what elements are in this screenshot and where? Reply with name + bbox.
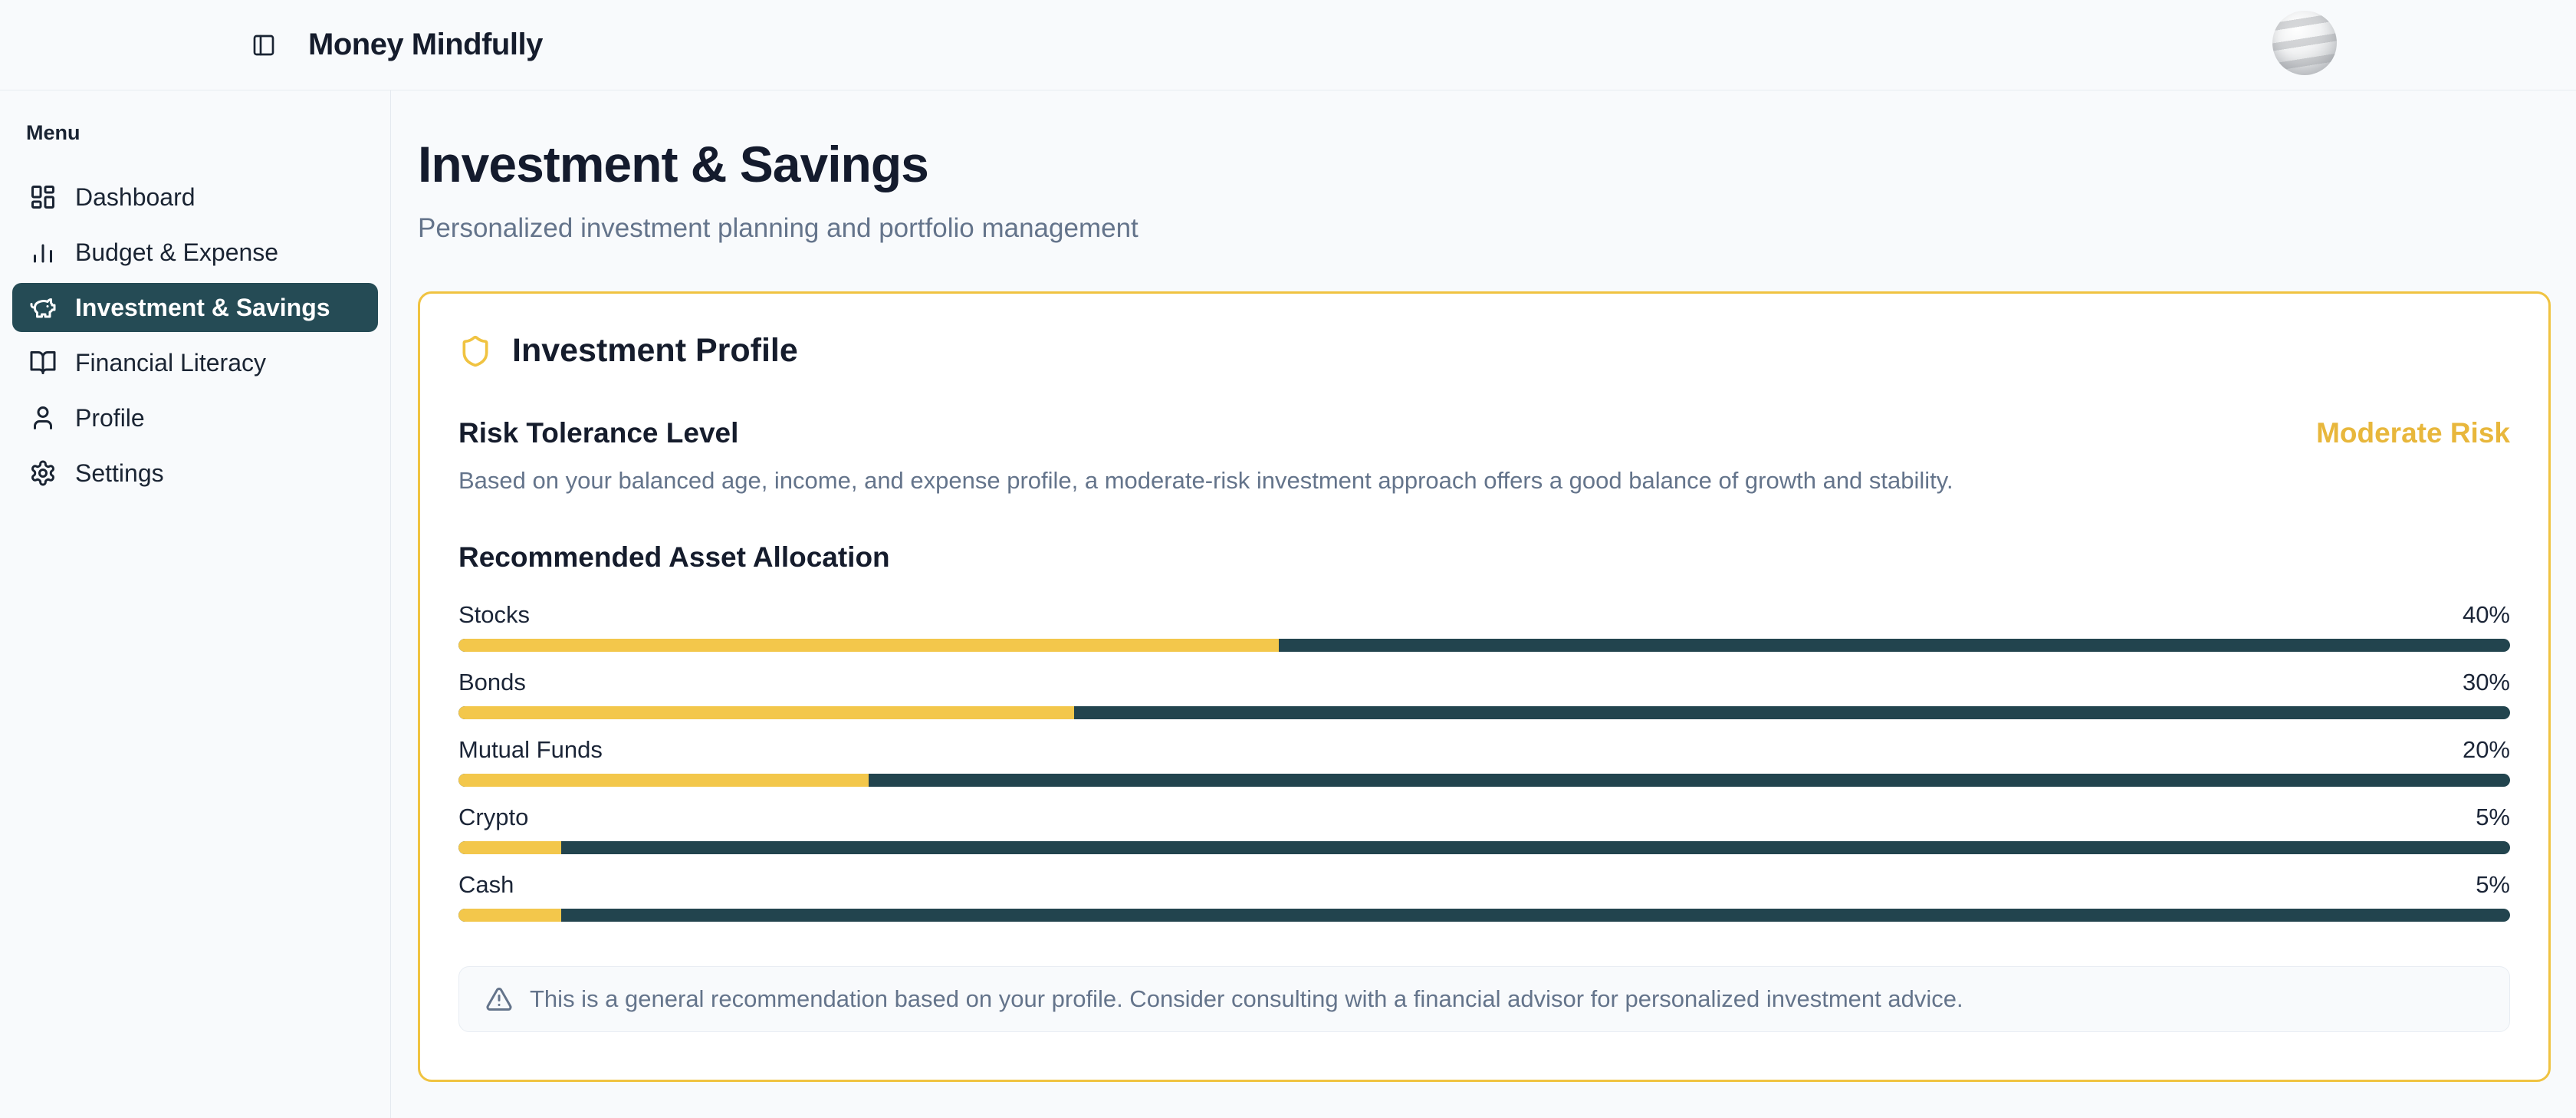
allocation-bar-track xyxy=(458,909,2510,922)
risk-tolerance-row xyxy=(458,417,2510,449)
allocation-row-mutual-funds xyxy=(458,736,2510,787)
allocation-bar-fill xyxy=(458,909,561,922)
allocation-bar-track xyxy=(458,639,2510,652)
allocation-percent: 5% xyxy=(2476,803,2510,830)
allocation-bar-fill xyxy=(458,841,561,854)
card-header xyxy=(458,332,2510,370)
allocation-row-bonds xyxy=(458,669,2510,719)
allocation-bar-fill xyxy=(458,774,869,787)
sidebar-item-label: Dashboard xyxy=(75,182,196,211)
warning-icon xyxy=(485,985,513,1013)
allocation-label: Crypto xyxy=(458,803,529,830)
advisor-note-text: This is a general recommendation based on your profile. Consider consulting with a financial advisor for personalized investment advice. xyxy=(530,985,1963,1012)
card-title: Investment Profile xyxy=(512,332,798,369)
sidebar-item-profile[interactable] xyxy=(12,393,378,442)
sidebar-item-label: Profile xyxy=(75,403,145,432)
panel-left-icon xyxy=(251,33,276,58)
shield-icon xyxy=(458,334,492,368)
user-icon xyxy=(29,404,57,432)
dashboard-icon xyxy=(29,183,57,211)
allocation-label: Mutual Funds xyxy=(458,735,603,763)
sidebar-menu-label: Menu xyxy=(26,121,80,144)
allocation-percent: 30% xyxy=(2462,668,2510,695)
sidebar-item-dashboard[interactable] xyxy=(12,173,378,222)
risk-tolerance-heading: Risk Tolerance Level xyxy=(458,417,739,449)
sidebar-item-label: Financial Literacy xyxy=(75,348,266,377)
sidebar-toggle-button[interactable] xyxy=(250,31,278,59)
avatar[interactable] xyxy=(2272,11,2337,75)
allocation-percent: 40% xyxy=(2462,600,2510,628)
allocation-label: Cash xyxy=(458,870,514,898)
app-header xyxy=(0,0,2576,90)
risk-level-badge: Moderate Risk xyxy=(2316,417,2510,449)
allocation-label: Stocks xyxy=(458,600,531,628)
app-title: Money Mindfully xyxy=(308,28,543,61)
allocation-row-crypto xyxy=(458,804,2510,854)
advisor-note xyxy=(458,966,2510,1032)
sidebar-item-label: Investment & Savings xyxy=(75,293,330,321)
layout xyxy=(0,90,2576,1118)
sidebar-item-label: Budget & Expense xyxy=(75,238,279,266)
sidebar-item-investment-savings[interactable] xyxy=(12,283,378,332)
sidebar-item-label: Settings xyxy=(75,459,164,487)
book-open-icon xyxy=(29,349,57,377)
allocation-row-stocks xyxy=(458,601,2510,652)
allocation-row-cash xyxy=(458,871,2510,922)
investment-profile-card xyxy=(418,291,2551,1082)
sidebar-item-settings[interactable] xyxy=(12,449,378,498)
allocation-bar-fill xyxy=(458,706,1074,719)
allocation-label: Bonds xyxy=(458,668,526,695)
main-content xyxy=(391,90,2576,1118)
asset-allocation-heading: Recommended Asset Allocation xyxy=(458,541,890,573)
risk-description: Based on your balanced age, income, and expense profile, a moderate-risk investment approach offers a good balance of growth and stability. xyxy=(458,467,1953,494)
sidebar xyxy=(0,90,391,1118)
allocation-bar-track xyxy=(458,706,2510,719)
allocation-bar-fill xyxy=(458,639,1279,652)
page-title: Investment & Savings xyxy=(418,136,928,192)
sidebar-item-budget-expense[interactable] xyxy=(12,228,378,277)
page-subtitle: Personalized investment planning and portfolio management xyxy=(418,213,1138,243)
allocation-percent: 5% xyxy=(2476,870,2510,898)
allocation-bar-track xyxy=(458,841,2510,854)
chart-column-icon xyxy=(29,238,57,266)
allocation-percent: 20% xyxy=(2462,735,2510,763)
sidebar-item-financial-literacy[interactable] xyxy=(12,338,378,387)
piggy-bank-icon xyxy=(29,294,57,321)
allocation-bar-track xyxy=(458,774,2510,787)
gear-icon xyxy=(29,459,57,487)
